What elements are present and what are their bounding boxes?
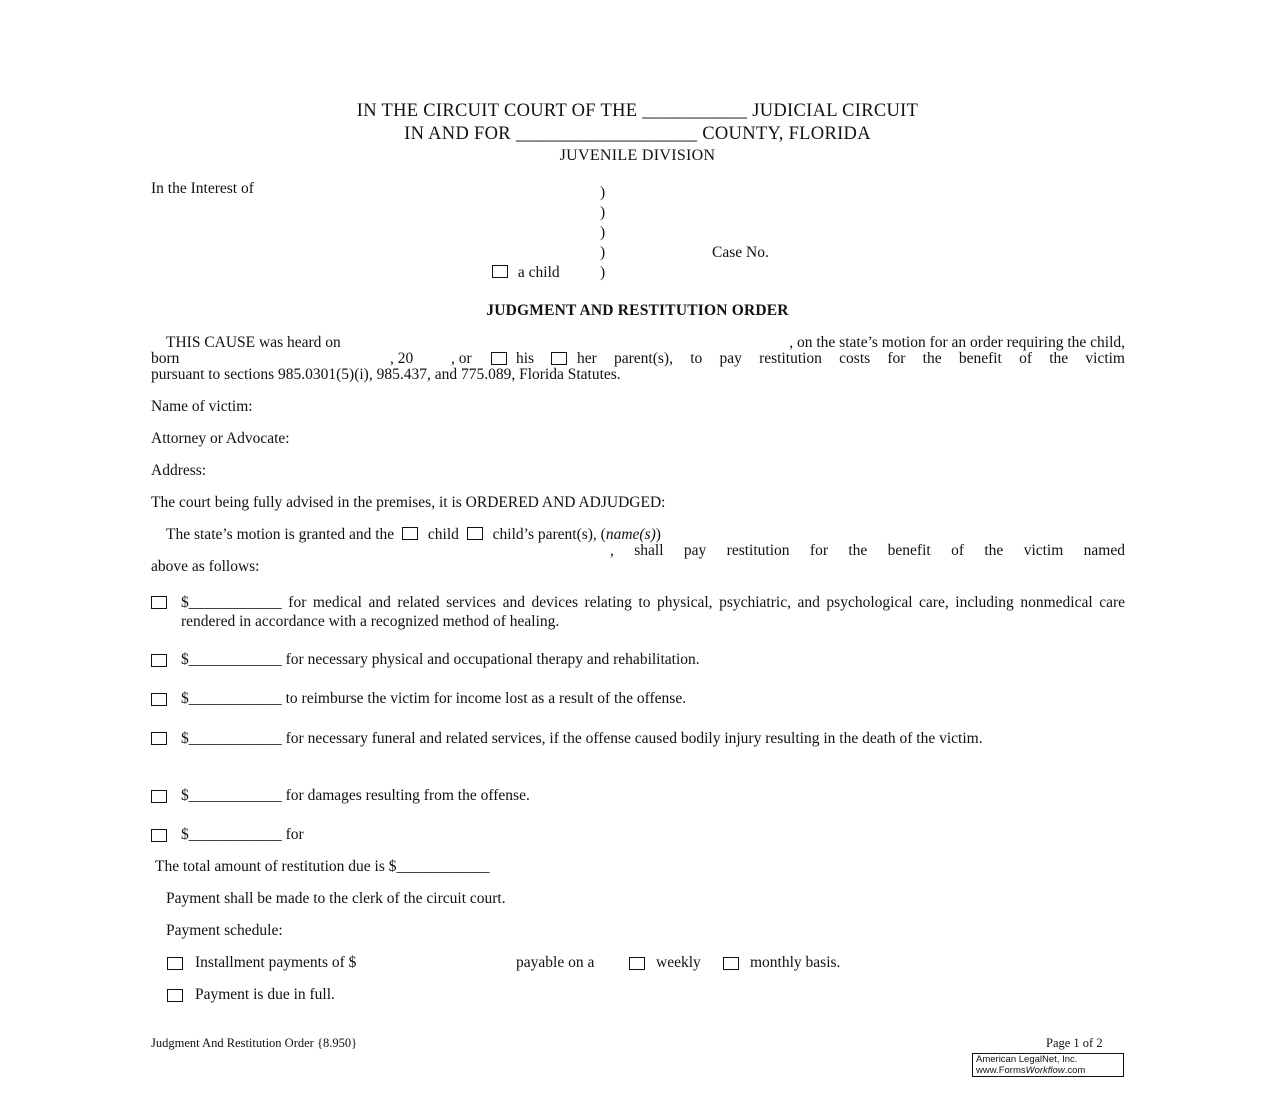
- document-title: JUDGMENT AND RESTITUTION ORDER: [486, 302, 789, 319]
- in-interest-of-label: In the Interest of: [151, 180, 254, 197]
- item-text-block: [181, 593, 1125, 631]
- her-checkbox[interactable]: [551, 352, 567, 365]
- above-as-follows: above as follows:: [151, 558, 260, 575]
- american-legalnet-logo: [972, 1053, 1124, 1077]
- names-close-paren: ): [655, 526, 661, 543]
- attorney-label: Attorney or Advocate:: [151, 430, 290, 447]
- child-checkbox[interactable]: [402, 527, 418, 540]
- court-header-division: JUVENILE DIVISION: [559, 147, 716, 164]
- item-checkbox[interactable]: [151, 654, 167, 667]
- a-child-label: a child: [517, 264, 560, 281]
- item-text-block: [181, 651, 700, 669]
- item-text-block: [181, 787, 530, 805]
- item-amount: $____________: [181, 826, 282, 843]
- item-checkbox[interactable]: [151, 693, 167, 706]
- item-text-block: [181, 826, 304, 844]
- logo-web-prefix: www.Forms: [976, 1065, 1026, 1076]
- item-text-block: [181, 729, 1125, 748]
- his-checkbox[interactable]: [491, 352, 507, 365]
- item-description: for damages resulting from the offense.: [285, 787, 530, 804]
- logo-company: American LegalNet, Inc.: [976, 1054, 1078, 1065]
- paid-in-full-label: Payment is due in full.: [195, 986, 335, 1003]
- item-amount: $____________: [181, 594, 282, 611]
- item-checkbox[interactable]: [151, 732, 167, 745]
- child-label: child: [427, 526, 459, 543]
- item-description: for: [285, 826, 304, 843]
- shall-pay-text: , shall pay restitution for the benefit of the victim named: [610, 542, 1125, 559]
- monthly-checkbox[interactable]: [723, 957, 739, 970]
- footer-form-name: Judgment And Restitution Order {8.950}: [151, 1036, 358, 1050]
- ordered-adjudged: The court being fully advised in the premises, it is ORDERED AND ADJUDGED:: [151, 494, 666, 511]
- item-checkbox[interactable]: [151, 829, 167, 842]
- case-no-label: Case No.: [712, 244, 769, 261]
- item-amount: $____________: [181, 690, 282, 707]
- item-checkbox[interactable]: [151, 790, 167, 803]
- weekly-label: weekly: [656, 954, 701, 971]
- logo-web-italic: Workflow: [1025, 1065, 1065, 1076]
- caption-paren: ): [600, 264, 606, 281]
- footer-page-number: Page 1 of 2: [1046, 1036, 1103, 1050]
- monthly-label: monthly basis.: [750, 954, 841, 971]
- caption-paren: ): [600, 224, 606, 241]
- caption-paren: ): [600, 184, 606, 201]
- logo-web-suffix: .com: [1064, 1065, 1086, 1076]
- item-amount: $____________: [181, 787, 282, 804]
- intro-motion-text: , on the state’s motion for an order requiring the child,: [789, 334, 1125, 351]
- court-header-line1: IN THE CIRCUIT COURT OF THE ___________ JUDICIAL CIRCUIT: [356, 101, 919, 121]
- payment-to-clerk: Payment shall be made to the clerk of the circuit court.: [166, 890, 506, 907]
- installment-label: Installment payments of $: [195, 954, 357, 971]
- item-amount: $____________: [181, 730, 282, 747]
- intro-parent-text: her parent(s), to pay restitution costs for the benefit of the victim: [577, 350, 1125, 367]
- intro-statutes: pursuant to sections 985.0301(5)(i), 985.437, and 775.089, Florida Statutes.: [151, 366, 621, 383]
- a-child-checkbox[interactable]: [492, 265, 508, 278]
- total-restitution: The total amount of restitution due is $____________: [155, 858, 490, 875]
- caption-paren: ): [600, 204, 606, 221]
- item-description: to reimburse the victim for income lost as a result of the offense.: [285, 690, 687, 707]
- paid-in-full-checkbox[interactable]: [167, 989, 183, 1002]
- parents-label: child’s parent(s), (: [492, 526, 606, 543]
- intro-year: , 20: [390, 350, 414, 367]
- item-description: for necessary funeral and related services, if the offense caused bodily injury resulting in the death of the victim.: [285, 730, 983, 747]
- address-label: Address:: [151, 462, 207, 479]
- motion-granted-line: [166, 526, 661, 544]
- parents-checkbox[interactable]: [467, 527, 483, 540]
- a-child-row: [492, 264, 560, 282]
- intro-heard-on: THIS CAUSE was heard on: [166, 334, 341, 351]
- item-checkbox[interactable]: [151, 596, 167, 609]
- intro-or: , or: [451, 350, 472, 367]
- names-label: name(s): [605, 526, 656, 543]
- item-text-block: [181, 690, 686, 708]
- court-header-line2: IN AND FOR ___________________ COUNTY, FLORIDA: [404, 124, 871, 144]
- intro-born: born: [151, 350, 180, 367]
- payable-on-label: payable on a: [516, 954, 595, 971]
- victim-name-label: Name of victim:: [151, 398, 253, 415]
- logo-website: [976, 1065, 1120, 1076]
- item-amount: $____________: [181, 651, 282, 668]
- item-description: for necessary physical and occupational therapy and rehabilitation.: [285, 651, 700, 668]
- intro-his: his: [516, 350, 535, 367]
- caption-paren: ): [600, 244, 606, 261]
- motion-granted-text: The state’s motion is granted and the: [166, 526, 395, 543]
- weekly-checkbox[interactable]: [629, 957, 645, 970]
- installment-checkbox[interactable]: [167, 957, 183, 970]
- item-description: for medical and related services and devices relating to physical, psychiatric, and psychological care, including nonmedical care rendered in accordance with a recognized method of healing.: [181, 594, 1126, 630]
- payment-schedule-label: Payment schedule:: [166, 922, 283, 939]
